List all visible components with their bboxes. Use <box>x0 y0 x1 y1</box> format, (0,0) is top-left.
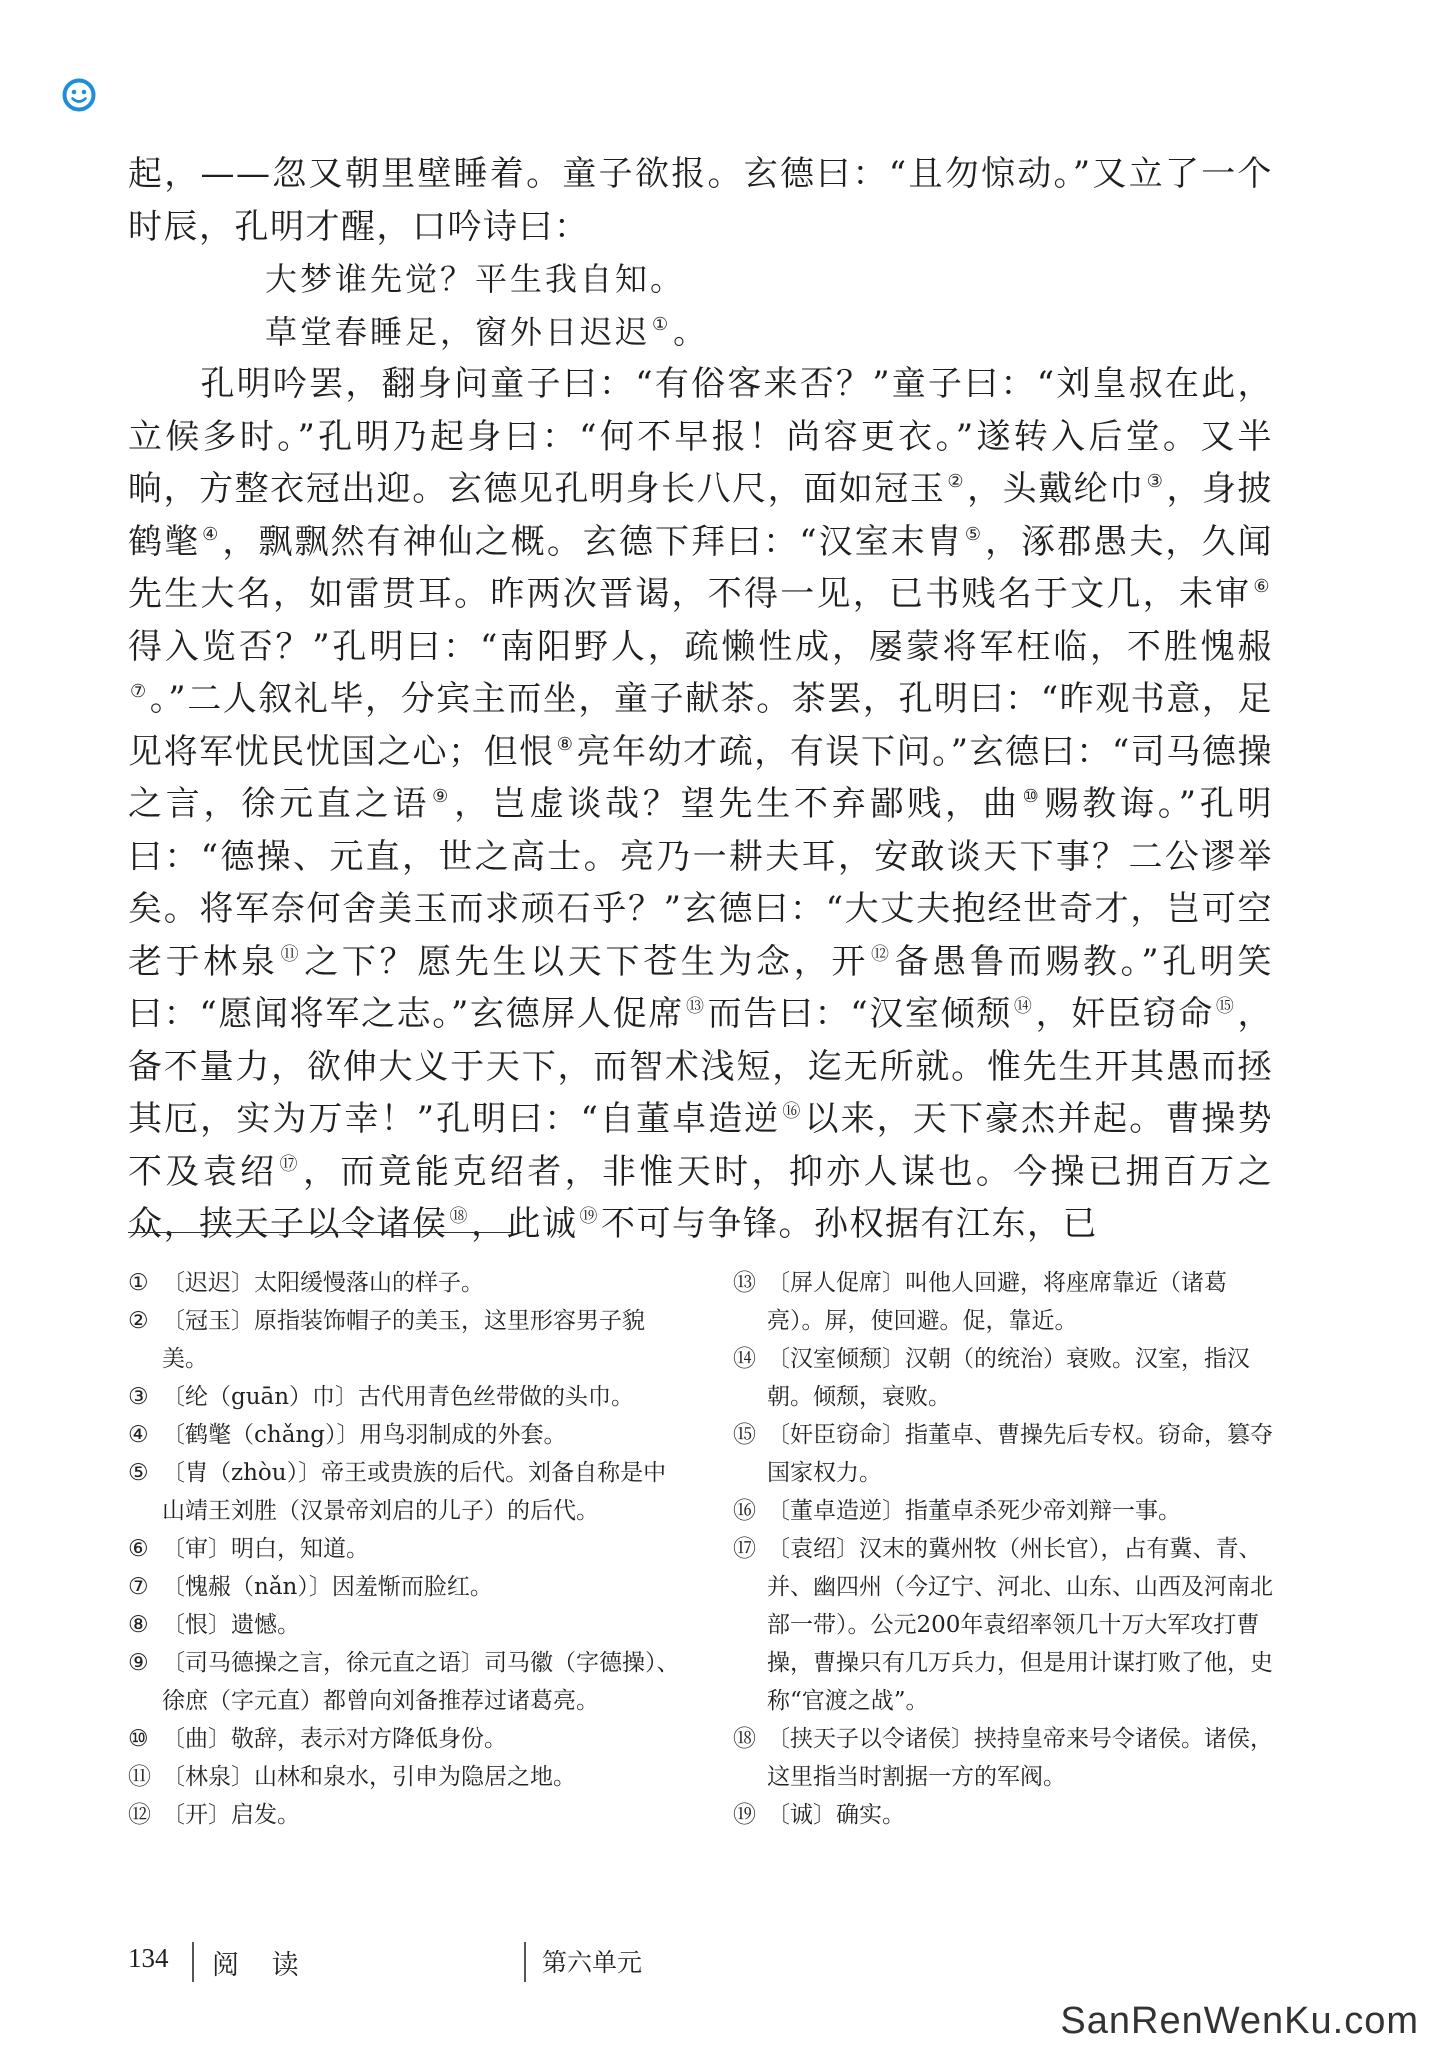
footnote-number: ⑭ <box>733 1346 756 1372</box>
text-segment: 而告曰：“汉室倾颓 <box>707 994 1012 1034</box>
poem-line-2-end: 。 <box>673 312 709 351</box>
footnote-text: 〔纶（guān）巾〕古代用青色丝带做的头巾。 <box>162 1384 635 1410</box>
footnote-number: ④ <box>128 1422 149 1448</box>
footnote-text: 〔董卓造逆〕指董卓杀死少帝刘辩一事。 <box>767 1498 1181 1524</box>
footnotes-left <box>128 1264 683 1834</box>
footnote-number: ⑱ <box>733 1726 756 1752</box>
text-segment: ，奸臣窃命 <box>1035 994 1214 1034</box>
footnote-item <box>128 1416 683 1454</box>
text-segment: ，飘飘然有神仙之概。玄德下拜曰：“汉室末胄 <box>222 521 963 562</box>
footer-divider <box>192 1942 194 1982</box>
text-segment: ，涿郡愚夫，久闻先生大名，如雷贯耳。昨两次晋谒，不得一见，已书贱名于文几，未审 <box>128 521 1274 614</box>
footnote-number: ⑪ <box>128 1764 151 1790</box>
footnote-item <box>733 1530 1283 1720</box>
footnote-item <box>128 1378 683 1416</box>
footnote-text: 〔恨〕遗憾。 <box>162 1612 300 1638</box>
footnotes-right <box>733 1264 1283 1834</box>
footnote-item <box>128 1758 683 1796</box>
footnote-item <box>128 1302 683 1378</box>
text-segment: ，岂虚谈哉？望先生不弃鄙贱，曲 <box>454 784 1021 824</box>
footnote-text: 〔袁绍〕汉末的冀州牧（州长官），占有冀、青、并、幽四州（今辽宁、河北、山东、山西及河南北部一带）。公元200年袁绍率领几十万大军攻打曹操，曹操只有几万兵力，但是用计谋打败了他，史称“官渡之战”。 <box>767 1536 1273 1714</box>
footnote-text: 〔挟天子以令诸侯〕挟持皇帝来号令诸侯。诸侯，这里指当时割据一方的军阀。 <box>767 1726 1273 1790</box>
note-ref: ⑪ <box>280 943 303 965</box>
main-text <box>128 148 1273 1251</box>
note-ref: ① <box>652 313 672 335</box>
text-segment: 以来，天下豪杰并起。曹操势不及袁绍 <box>128 1099 1274 1192</box>
watermark: SanRenWenKu.com <box>1060 2000 1419 2042</box>
footnote-number: ⑥ <box>128 1536 149 1562</box>
footnote-item <box>128 1264 683 1302</box>
poem-line-2-text: 草堂春睡足，窗外日迟迟 <box>265 312 651 351</box>
note-ref: ④ <box>202 523 221 545</box>
footnote-text: 〔开〕启发。 <box>162 1802 300 1828</box>
footnote-item <box>733 1720 1283 1796</box>
footnote-item <box>128 1568 683 1606</box>
footnote-text: 〔奸臣窃命〕指董卓、曹操先后专权。窃命，篡夺国家权力。 <box>767 1422 1273 1486</box>
text-segment: 。”二人叙礼毕，分宾主而坐，童子献茶。茶罢，孔明曰：“昨观书意，足见将军忧民忧国之心；但恨 <box>128 679 1273 772</box>
text-segment: ，头戴纶巾 <box>967 469 1145 509</box>
note-ref: ③ <box>1146 471 1165 492</box>
footnote-number: ⑤ <box>128 1460 149 1486</box>
footnote-number: ⑮ <box>733 1422 756 1448</box>
text-segment: 孔明吟罢，翻身问童子曰：“有俗客来否？”童子曰：“刘皇叔在此，立候多时。”孔明乃起身曰：“何不早报！尚容更衣。”遂转入后堂。又半晌，方整衣冠出迎。玄德见孔明身长八尺，面如冠玉 <box>128 364 1273 509</box>
footnote-text: 〔汉室倾颓〕汉朝（的统治）衰败。汉室，指汉朝。倾颓，衰败。 <box>767 1346 1250 1410</box>
footnote-item <box>733 1416 1283 1492</box>
note-ref: ⑫ <box>871 943 893 965</box>
footnote-item <box>128 1720 683 1758</box>
text-segment: 不可与争锋。孙权据有江东，已 <box>601 1204 1098 1244</box>
footnote-item <box>128 1530 683 1568</box>
footer-divider <box>524 1942 526 1982</box>
footnote-text: 〔鹤氅（chǎng）〕用鸟羽制成的外套。 <box>162 1422 567 1448</box>
footnote-text: 〔冠玉〕原指装饰帽子的美玉，这里形容男子貌美。 <box>162 1308 645 1372</box>
paragraph-2 <box>128 358 1273 1251</box>
note-ref: ⑲ <box>579 1206 599 1227</box>
footnote-text: 〔胄（zhòu）〕帝王或贵族的后代。刘备自称是中山靖王刘胜（汉景帝刘启的儿子）的后代。 <box>162 1460 667 1524</box>
note-ref: ⑥ <box>1253 576 1271 597</box>
text-segment: 备愚鲁而赐教。”孔明笑曰：“愿闻将军之志。”玄德屏人促席 <box>128 941 1274 1034</box>
note-ref: ⑨ <box>432 786 453 807</box>
footnote-item <box>128 1796 683 1834</box>
footnote-number: ① <box>128 1270 149 1296</box>
note-ref: ⑬ <box>685 996 706 1017</box>
footnote-text: 〔愧赧（nǎn）〕因羞惭而脸红。 <box>162 1574 493 1600</box>
unit-title: 第六单元 <box>542 1948 643 1977</box>
footnote-item <box>733 1340 1283 1416</box>
footnote-item <box>733 1796 1283 1834</box>
footnote-number: ③ <box>128 1384 149 1410</box>
note-ref: ⑱ <box>449 1206 469 1227</box>
text-segment: ，而竟能克绍者，非惟天时，抑亦人谋也。今操已拥百万之众，挟天子以令诸侯 <box>128 1151 1274 1244</box>
note-ref: ⑮ <box>1215 996 1236 1017</box>
page-number: 134 <box>128 1943 169 1973</box>
text-segment: ，身披鹤氅 <box>128 469 1274 562</box>
footnote-text: 〔林泉〕山林和泉水，引申为隐居之地。 <box>162 1764 576 1790</box>
section-title: 阅 读 <box>212 1950 311 1981</box>
note-ref: ⑩ <box>1022 786 1043 807</box>
poem-line-2 <box>265 306 1273 359</box>
note-ref: ⑭ <box>1013 996 1034 1017</box>
text-segment: 亮年幼才疏，有误下问。”玄德曰：“司马德操之言，徐元直之语 <box>128 731 1273 824</box>
footnote-item <box>733 1264 1283 1340</box>
poem-line-1: 大梦谁先觉？平生我自知。 <box>265 260 686 298</box>
footnote-number: ⑬ <box>733 1270 756 1296</box>
footnote-item <box>733 1492 1283 1530</box>
footnote-item <box>128 1606 683 1644</box>
text-segment: ，备不量力，欲伸大义于天下，而智术浅短，迄无所就。惟先生开其愚而拯其厄，实为万幸！”孔明曰：“自董卓造逆 <box>128 994 1274 1139</box>
footnote-text: 〔诚〕确实。 <box>767 1802 905 1828</box>
text-segment: 得入览否？”孔明曰：“南阳野人，疏懒性成，屡蒙将军枉临，不胜愧赧 <box>128 626 1273 667</box>
text-segment: 之下？愿先生以天下苍生为念，开 <box>304 941 869 982</box>
note-ref: ⑰ <box>279 1153 301 1175</box>
footnote-number: ⑩ <box>128 1726 149 1752</box>
note-ref: ⑯ <box>782 1101 803 1122</box>
footnote-text: 〔司马德操之言，徐元直之语〕司马徽（字德操）、徐庶（字元直）都曾向刘备推荐过诸葛亮。 <box>162 1650 680 1714</box>
footnote-text: 〔审〕明白，知道。 <box>162 1536 369 1562</box>
footnote-number: ⑯ <box>733 1498 756 1524</box>
text-segment: 赐教诲。”孔明曰：“德操、元直，世之高士。亮乃一耕夫耳，安敢谈天下事？二公谬举矣。将军奈何舍美玉而求顽石乎？”玄德曰：“大丈夫抱经世奇才，岂可空老于林泉 <box>128 784 1273 982</box>
footnote-number: ⑨ <box>128 1650 149 1676</box>
footnote-number: ⑫ <box>128 1802 151 1828</box>
note-ref: ⑤ <box>964 523 984 545</box>
footnote-number: ② <box>128 1308 149 1334</box>
footnote-item <box>128 1454 683 1530</box>
footnote-number: ⑧ <box>128 1612 149 1638</box>
footnote-text: 〔曲〕敬辞，表示对方降低身份。 <box>162 1726 507 1752</box>
footnote-item <box>128 1644 683 1720</box>
text-segment: ，此诚 <box>471 1204 578 1244</box>
footnote-text: 〔屏人促席〕叫他人回避，将座席靠近（诸葛亮）。屏，使回避。促，靠近。 <box>767 1270 1227 1334</box>
footnote-text: 〔迟迟〕太阳缓慢落山的样子。 <box>162 1270 484 1296</box>
footnote-divider <box>128 1232 512 1233</box>
footnote-number: ⑲ <box>733 1802 756 1828</box>
smiley-icon <box>62 78 96 112</box>
note-ref: ⑧ <box>556 733 575 755</box>
footnote-number: ⑰ <box>733 1536 756 1562</box>
note-ref: ⑦ <box>130 681 148 702</box>
footnote-number: ⑦ <box>128 1574 149 1600</box>
paragraph-1: 起，——忽又朝里壁睡着。童子欲报。玄德曰：“且勿惊动。”又立了一个时辰，孔明才醒，口吟诗曰： <box>128 154 1273 247</box>
note-ref: ② <box>947 471 966 492</box>
